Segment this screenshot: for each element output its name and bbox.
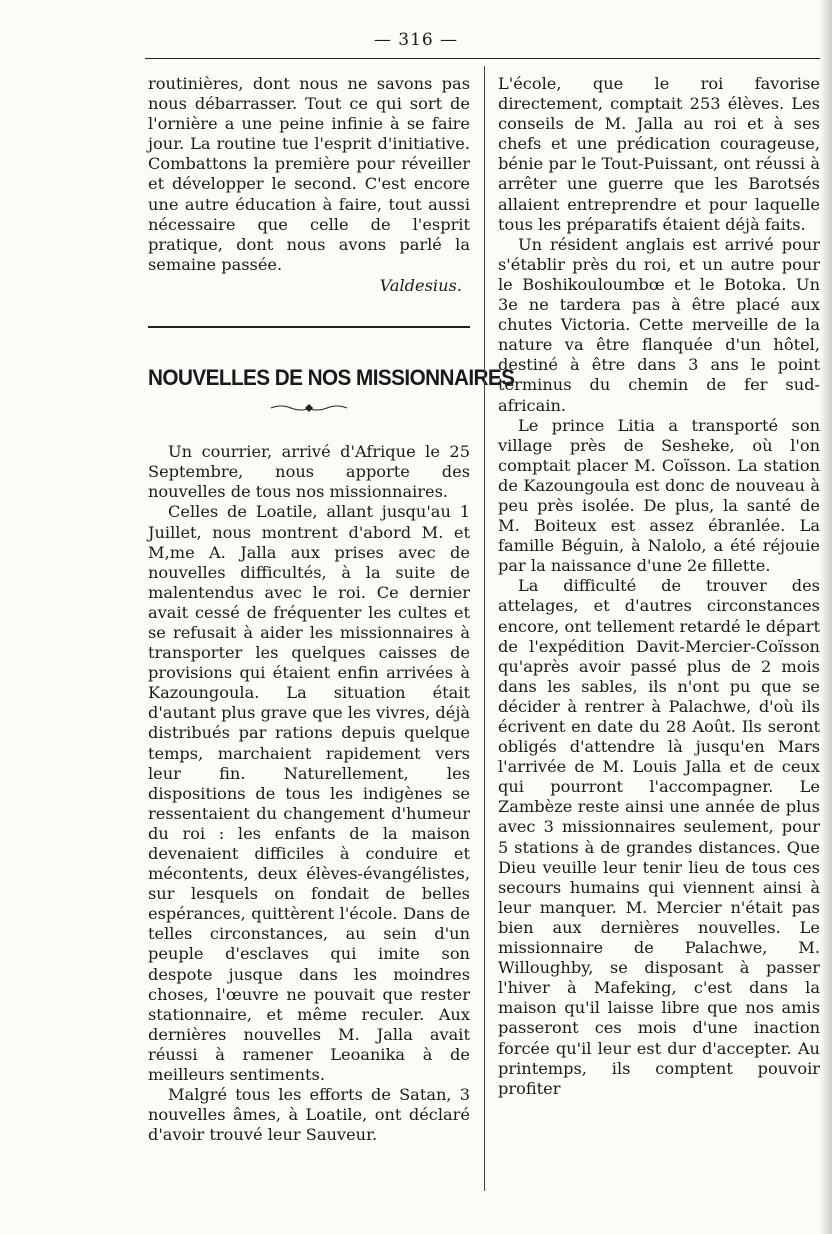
header-rule	[145, 58, 820, 59]
article-paragraph: Un courrier, arrivé d'Afrique le 25 Septembre, nous apporte des nouvelles de tous nos missionnaires.	[148, 442, 470, 502]
section-divider-rule	[148, 326, 470, 328]
author-signature: Valdesius.	[379, 275, 462, 295]
article-paragraph: Le prince Litia a transporté son village près de Sesheke, où l'on comptait placer M. Coïsson. La station de Kazoungoula est donc de nouveau à peu près isolée. De plus, la santé de M. Boiteux est assez ébranlée. La famille Béguin, à Nalolo, a été réjouie par la naissance d'une 2e fillette.	[498, 415, 820, 576]
ornament-flourish-icon	[269, 402, 349, 414]
left-column	[148, 74, 515, 1145]
page-number: — 316 —	[373, 30, 459, 50]
article-body-left	[148, 442, 470, 1145]
article-paragraph: Celles de Loatile, allant jusqu'au 1 Juillet, nous montrent d'abord M. et M,me A. Jalla aux prises avec de nouvelles difficultés, à la suite de malentendus avec le roi. Ce dernier avait cessé de fréquenter les cultes et se refusait à aider les missionnaires à transporter les quelques caisses de provisions qui étaient enfin arrivées à Kazoungoula. La situation était d'autant plus grave que les vivres, déjà distribués par rations depuis quelque temps, marchaient rapidement vers leur fin. Naturellement, les dispositions de tous les indigènes se ressentaient du changement d'humeur du roi : les enfants de la maison devenaient difficiles à conduire et mécontents, deux élèves-évangélistes, sur lesquels on fondait de belles espérances, quittèrent l'école. Dans de telles circonstances, au sein d'un peuple d'esclaves qui imite son despote jusque dans les moindres choses, l'œuvre ne pouvait que rester stationnaire, et même reculer. Aux dernières nouvelles M. Jalla avait réussi à ramener Leoanika à de meilleurs sentiments.	[148, 502, 470, 1085]
column-divider	[484, 66, 485, 1191]
article-paragraph: Un résident anglais est arrivé pour s'établir près du roi, et un autre pour le Boshikouloumbœ et le Botoka. Un 3e ne tardera pas à être placé aux chutes Victoria. Cette merveille de la nature va être flanquée d'un hôtel, destiné à être dans 3 ans le point terminus du chemin de fer sud-africain.	[498, 234, 820, 415]
article-paragraph: La difficulté de trouver des attelages, et d'autres circonstances encore, ont tellement retardé le départ de l'expédition Davit-Mercier-Coïsson qu'après avoir passé plus de 2 mois dans les sables, ils n'ont pu que se décider à rentrer à Palachwe, d'où ils écrivent en date du 28 Août. Ils seront obligés d'attendre là jusqu'en Mars l'arrivée de M. Louis Jalla et de ceux qui pourront l'accompagner. Le Zambèze reste ainsi une année de plus avec 3 missionnaires seulement, pour 5 stations à de grandes distances. Que Dieu veuille leur tenir lieu de tous ces secours humains qui viennent ainsi à leur manquer. M. Mercier n'était pas bien aux dernières nouvelles. Le missionnaire de Palachwe, M. Willoughby, se disposant à passer l'hiver à Mafeking, c'est dans la maison qu'il laisse libre que nos amis passeront ces mois d'une inaction forcée qu'il leur est dur d'accepter. Au printemps, ils comptent pouvoir profiter	[498, 576, 820, 1098]
article-paragraph: Malgré tous les efforts de Satan, 3 nouvelles âmes, à Loatile, ont déclaré d'avoir trouvé leur Sauveur.	[148, 1085, 470, 1145]
right-column	[498, 74, 820, 1099]
article-paragraph: L'école, que le roi favorise directement, comptait 253 élèves. Les conseils de M. Jalla au roi et à ses chefs et une prédication courageuse, bénie par le Tout-Puissant, ont réussi à arrêter une guerre que les Barotsés allaient entreprendre et pour laquelle tous les préparatifs étaient déjà faits.	[498, 74, 820, 234]
page-edge-shadow	[820, 0, 832, 1234]
intro-paragraph: routinières, dont nous ne savons pas nous débarrasser. Tout ce qui sort de l'ornière a une peine infinie à se faire jour. La routine tue l'esprit d'initiative. Combattons la première pour réveiller et développer le second. C'est encore une autre éducation à faire, tout aussi nécessaire que celle de l'esprit pratique, dont nous avons parlé la semaine passée.	[148, 74, 470, 274]
section-title: NOUVELLES DE NOS MISSIONNAIRES	[148, 365, 515, 391]
